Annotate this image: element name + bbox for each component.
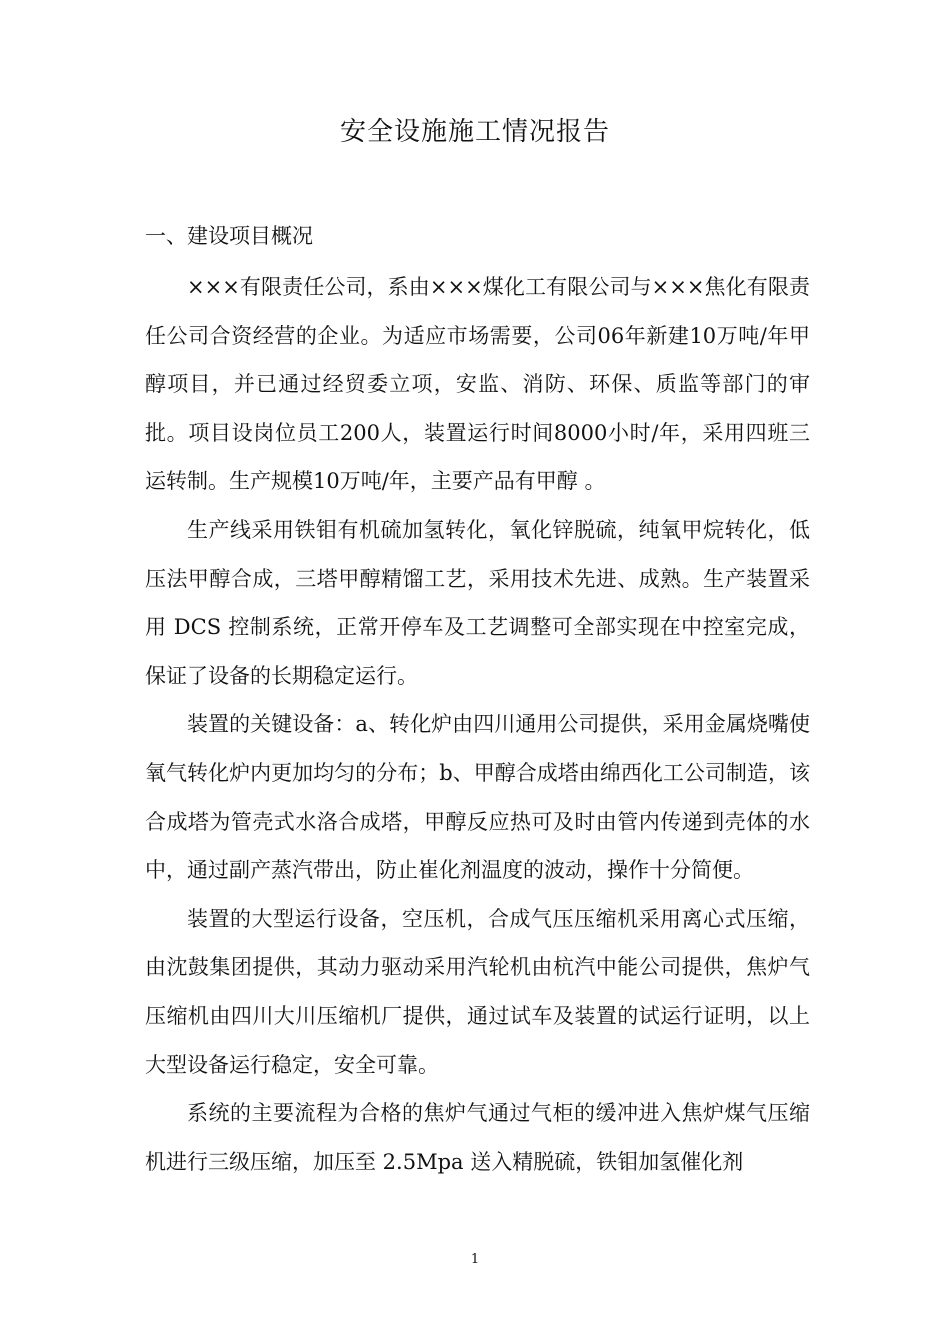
paragraph: 装置的关键设备：a、转化炉由四川通用公司提供，采用金属烧嘴使氧气转化炉内更加均匀的分布；b、甲醇合成塔由绵西化工公司制造，该合成塔为管壳式水洛合成塔，甲醇反应热可及时由管内传递到壳体的水中，通过副产蒸汽带出，防止崔化剂温度的波动，操作十分简便。 [145,712,810,883]
document-body [145,263,810,1186]
paragraph: ×××有限责任公司，系由×××煤化工有限公司与×××焦化有限责任公司合资经营的企业。为适应市场需要，公司06年新建10万吨/年甲醇项目，并已通过经贸委立项，安监、消防、环保、质监等部门的审批。项目设岗位员工200人，装置运行时间8000小时/年，采用四班三运转制。生产规模10万吨/年，主要产品有甲醇 。 [145,275,810,494]
paragraph: 生产线采用铁钼有机硫加氢转化，氧化锌脱硫，纯氧甲烷转化，低压法甲醇合成，三塔甲醇精馏工艺，采用技术先进、成熟。生产装置采用 DCS 控制系统，正常开停车及工艺调整可全部实现在中控室完成，保证了设备的长期稳定运行。 [145,517,810,688]
page-number: 1 [470,1252,480,1267]
section-heading: 一、建设项目概况 [145,224,313,248]
paragraph: 装置的大型运行设备，空压机，合成气压压缩机采用离心式压缩，由沈鼓集团提供，其动力驱动采用汽轮机由杭汽中能公司提供，焦炉气压缩机由四川大川压缩机厂提供，通过试车及装置的试运行证明，以上大型设备运行稳定，安全可靠。 [145,906,810,1077]
document-title: 安全设施施工情况报告 [339,117,610,147]
paragraph: 系统的主要流程为合格的焦炉气通过气柜的缓冲进入焦炉煤气压缩机进行三级压缩，加压至 2.5Mpa 送入精脱硫，铁钼加氢催化剂 [145,1101,810,1174]
